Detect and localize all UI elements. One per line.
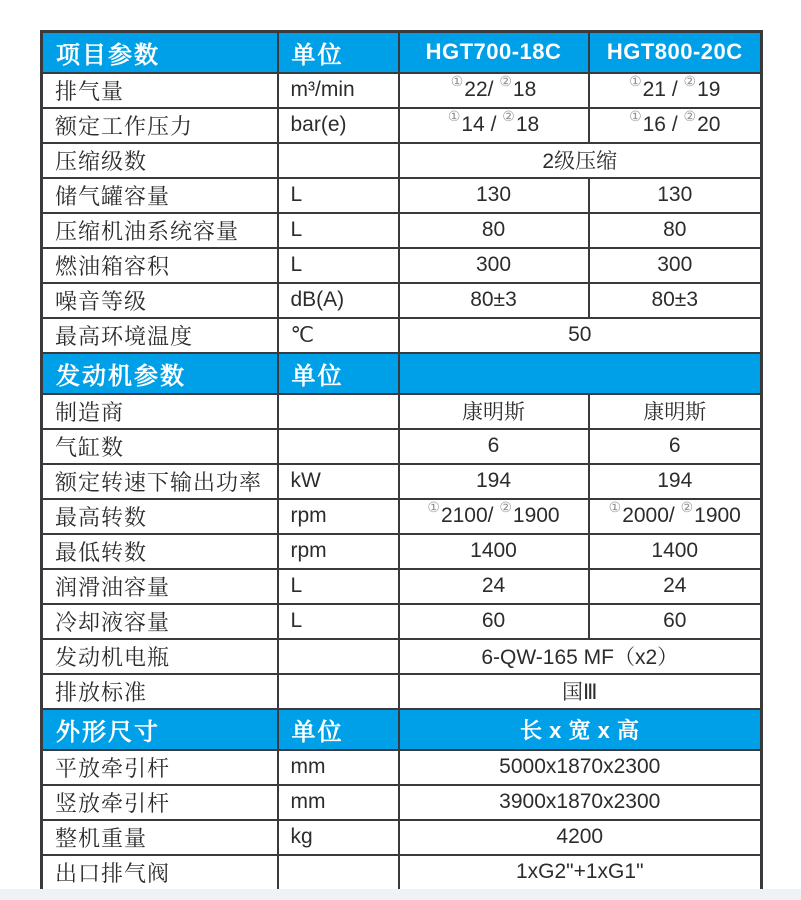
row-label: 最低转数 <box>42 534 278 569</box>
row-label: 燃油箱容积 <box>42 248 278 283</box>
row-value-span: 国Ⅲ <box>399 674 762 709</box>
table-row <box>42 534 762 569</box>
row-value-model-2: 康明斯 <box>589 394 762 429</box>
row-value-model-1: 80±3 <box>399 283 589 318</box>
footnote-marker: ① <box>450 73 464 89</box>
footnote-marker: ① <box>608 499 622 515</box>
table-row <box>42 248 762 283</box>
row-unit <box>278 143 399 178</box>
row-label: 额定工作压力 <box>42 108 278 143</box>
table-row <box>42 785 762 820</box>
row-label: 竖放牵引杆 <box>42 785 278 820</box>
section-header-unit: 单位 <box>278 709 399 750</box>
row-value-model-1: 130 <box>399 178 589 213</box>
row-label: 冷却液容量 <box>42 604 278 639</box>
row-value-model-1: ①2100/ ②1900 <box>399 499 589 534</box>
table-row <box>42 73 762 108</box>
row-unit <box>278 429 399 464</box>
section-header-label: 发动机参数 <box>42 353 278 394</box>
row-label: 储气罐容量 <box>42 178 278 213</box>
table-row <box>42 499 762 534</box>
row-value-model-1: 24 <box>399 569 589 604</box>
table-row <box>42 674 762 709</box>
row-label: 制造商 <box>42 394 278 429</box>
row-value-span: 3900x1870x2300 <box>399 785 762 820</box>
row-unit: L <box>278 178 399 213</box>
section-header-unit: 单位 <box>278 32 399 73</box>
table-row <box>42 178 762 213</box>
row-label: 额定转速下输出功率 <box>42 464 278 499</box>
section-header-span <box>399 353 762 394</box>
section-header-row <box>42 32 762 73</box>
column-header-model-1: HGT700-18C <box>399 32 589 73</box>
row-label: 气缸数 <box>42 429 278 464</box>
row-value-model-1: 60 <box>399 604 589 639</box>
row-value-model-1: 194 <box>399 464 589 499</box>
footnote-marker: ① <box>447 108 461 124</box>
row-label: 压缩级数 <box>42 143 278 178</box>
row-value-span: 5000x1870x2300 <box>399 750 762 785</box>
row-value-model-1: ①14 / ②18 <box>399 108 589 143</box>
row-label: 压缩机油系统容量 <box>42 213 278 248</box>
row-unit: L <box>278 248 399 283</box>
row-unit: ℃ <box>278 318 399 353</box>
row-unit <box>278 394 399 429</box>
footnote-marker: ② <box>683 73 697 89</box>
row-label: 最高转数 <box>42 499 278 534</box>
row-value-model-2: 1400 <box>589 534 762 569</box>
table-row <box>42 213 762 248</box>
table-row <box>42 750 762 785</box>
footnote-marker: ① <box>629 108 642 124</box>
row-value-model-2: ①16 / ②20 <box>589 108 762 143</box>
table-row <box>42 855 762 891</box>
table-row <box>42 639 762 674</box>
footnote-marker: ② <box>680 499 694 515</box>
row-value-model-1: 80 <box>399 213 589 248</box>
table-row <box>42 604 762 639</box>
footnote-marker: ① <box>427 499 440 515</box>
row-value-span: 6-QW-165 MF（x2） <box>399 639 762 674</box>
page-bottom-strip <box>0 889 801 900</box>
row-unit: kg <box>278 820 399 855</box>
row-value-model-2: ①2000/ ②1900 <box>589 499 762 534</box>
row-value-model-2: 6 <box>589 429 762 464</box>
row-label: 润滑油容量 <box>42 569 278 604</box>
row-value-model-2: 80 <box>589 213 762 248</box>
table-row <box>42 569 762 604</box>
row-value-model-2: 194 <box>589 464 762 499</box>
row-unit: mm <box>278 785 399 820</box>
row-label: 整机重量 <box>42 820 278 855</box>
row-unit <box>278 674 399 709</box>
row-label: 排放标准 <box>42 674 278 709</box>
row-value-span: 50 <box>399 318 762 353</box>
row-unit: m³/min <box>278 73 399 108</box>
section-header-span: 长 x 宽 x 高 <box>399 709 762 750</box>
column-header-model-2: HGT800-20C <box>589 32 762 73</box>
footnote-marker: ② <box>499 499 512 515</box>
row-value-model-1: 康明斯 <box>399 394 589 429</box>
row-unit: mm <box>278 750 399 785</box>
row-value-model-1: 6 <box>399 429 589 464</box>
section-header-row <box>42 709 762 750</box>
row-value-model-1: 300 <box>399 248 589 283</box>
table-row <box>42 108 762 143</box>
row-unit: dB(A) <box>278 283 399 318</box>
section-header-row <box>42 353 762 394</box>
row-label: 平放牵引杆 <box>42 750 278 785</box>
footnote-marker: ② <box>683 108 697 124</box>
footnote-marker: ② <box>499 73 512 89</box>
table-row <box>42 429 762 464</box>
section-header-unit: 单位 <box>278 353 399 394</box>
footnote-marker: ② <box>502 108 515 124</box>
row-value-span: 1xG2"+1xG1" <box>399 855 762 891</box>
section-header-label: 外形尺寸 <box>42 709 278 750</box>
row-unit: rpm <box>278 534 399 569</box>
row-value-model-2: 60 <box>589 604 762 639</box>
row-value-model-1: 1400 <box>399 534 589 569</box>
table-row <box>42 318 762 353</box>
table-row <box>42 820 762 855</box>
section-header-label: 项目参数 <box>42 32 278 73</box>
row-unit: L <box>278 213 399 248</box>
row-value-model-2: 130 <box>589 178 762 213</box>
row-value-span: 2级压缩 <box>399 143 762 178</box>
table-row <box>42 394 762 429</box>
row-value-model-2: 80±3 <box>589 283 762 318</box>
row-label: 噪音等级 <box>42 283 278 318</box>
row-value-model-1: ①22/ ②18 <box>399 73 589 108</box>
footnote-marker: ① <box>629 73 642 89</box>
row-unit: kW <box>278 464 399 499</box>
row-value-model-2: ①21 / ②19 <box>589 73 762 108</box>
table-row <box>42 283 762 318</box>
row-label: 排气量 <box>42 73 278 108</box>
table-row <box>42 464 762 499</box>
row-unit: bar(e) <box>278 108 399 143</box>
row-label: 出口排气阀 <box>42 855 278 891</box>
table-row <box>42 143 762 178</box>
spec-table <box>40 30 763 892</box>
row-value-model-2: 24 <box>589 569 762 604</box>
row-value-span: 4200 <box>399 820 762 855</box>
row-label: 最高环境温度 <box>42 318 278 353</box>
row-unit: L <box>278 604 399 639</box>
row-unit: rpm <box>278 499 399 534</box>
row-unit <box>278 855 399 891</box>
row-value-model-2: 300 <box>589 248 762 283</box>
row-unit: L <box>278 569 399 604</box>
row-unit <box>278 639 399 674</box>
row-label: 发动机电瓶 <box>42 639 278 674</box>
